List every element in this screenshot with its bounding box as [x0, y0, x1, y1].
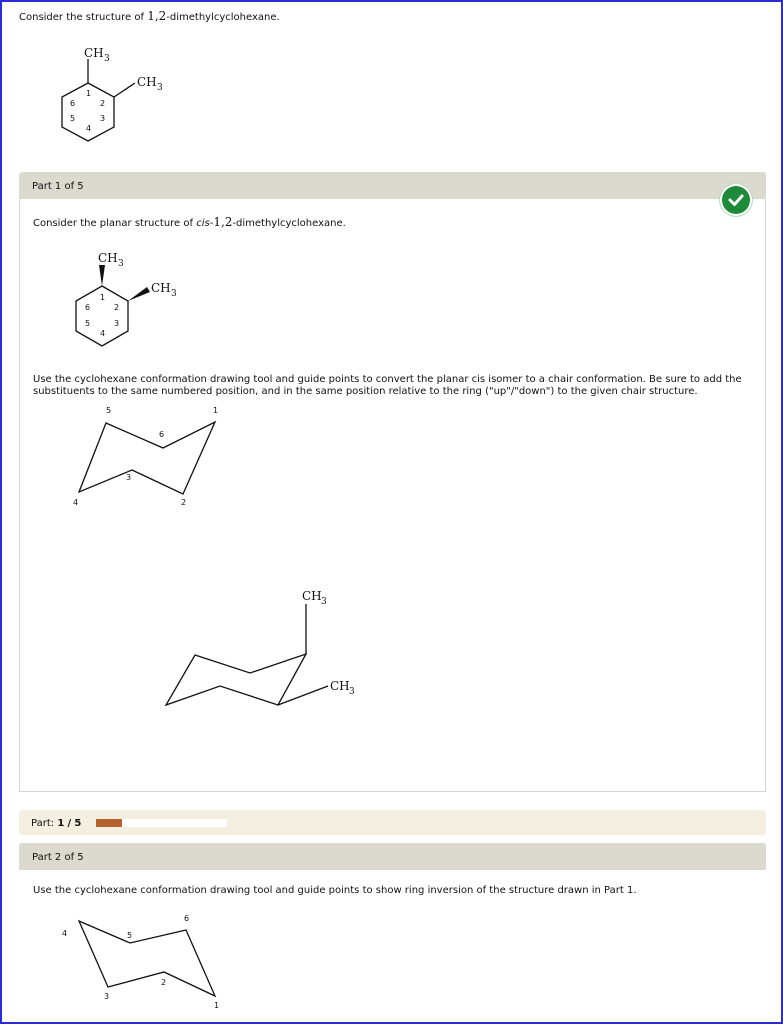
chair2-position-6: 6 [184, 914, 190, 923]
ring-number-5: 5 [70, 114, 76, 123]
chair2-position-3: 3 [104, 992, 110, 1001]
ring-number-4: 4 [86, 124, 92, 133]
ring-number-2: 2 [114, 303, 120, 312]
chair-position-5: 5 [106, 406, 112, 415]
ch3-subscript-top: 3 [118, 259, 124, 269]
ring-number-5: 5 [85, 319, 91, 328]
chair-position-6: 6 [159, 430, 165, 439]
intro-statement: Consider the structure of 1,2-dimethylcyclohexane. [19, 9, 280, 23]
chair2-position-5: 5 [127, 931, 133, 940]
chair2-position-1: 1 [214, 1001, 220, 1010]
part1-instruction: Use the cyclohexane conformation drawing tool and guide points to convert the planar cis isomer to a chair conformation. Be sure to add the substituents to the same numbered position, and in the same position relative to the ring ("up"/"down") to the given chair structure. [33, 374, 742, 397]
ch3-label-right: CH [151, 281, 171, 295]
chair-ring-part2 [79, 921, 215, 996]
chair-position-3: 3 [126, 473, 132, 482]
chair2-position-4: 4 [62, 929, 68, 938]
part2-instruction: Use the cyclohexane conformation drawing tool and guide points to show ring inversion of the structure drawn in Part 1. [33, 885, 637, 896]
ring-number-6: 6 [70, 99, 76, 108]
chair-position-2: 2 [181, 498, 187, 507]
part1-title: Part 1 of 5 [32, 181, 84, 192]
ch3-label-top: CH [84, 46, 104, 60]
ring-number-3: 3 [100, 114, 106, 123]
ring-number-1: 1 [100, 293, 106, 302]
ring-number-2: 2 [100, 99, 106, 108]
ring-number-6: 6 [85, 303, 91, 312]
ch3-subscript-right: 3 [171, 289, 177, 299]
ring-number-4: 4 [100, 329, 106, 338]
ch3-label-equatorial: CH [330, 679, 350, 693]
part1-statement: Consider the planar structure of cis-1,2-dimethylcyclohexane. [33, 215, 346, 229]
part2-title: Part 2 of 5 [32, 852, 84, 863]
ch3-label-right: CH [137, 75, 157, 89]
progress-label: Part: 1 / 5 [31, 818, 82, 829]
ring-number-1: 1 [86, 89, 92, 98]
chair-position-1: 1 [213, 406, 219, 415]
ch3-subscript-top: 3 [104, 54, 110, 64]
ch3-subscript-axial: 3 [321, 597, 327, 607]
ch3-subscript-right: 3 [157, 83, 163, 93]
ring-number-3: 3 [114, 319, 120, 328]
chair2-position-2: 2 [161, 978, 167, 987]
ch3-label-axial: CH [302, 589, 322, 603]
chair-position-4: 4 [73, 498, 79, 507]
ch3-label-top: CH [98, 251, 118, 265]
ch3-subscript-equatorial: 3 [349, 687, 355, 697]
